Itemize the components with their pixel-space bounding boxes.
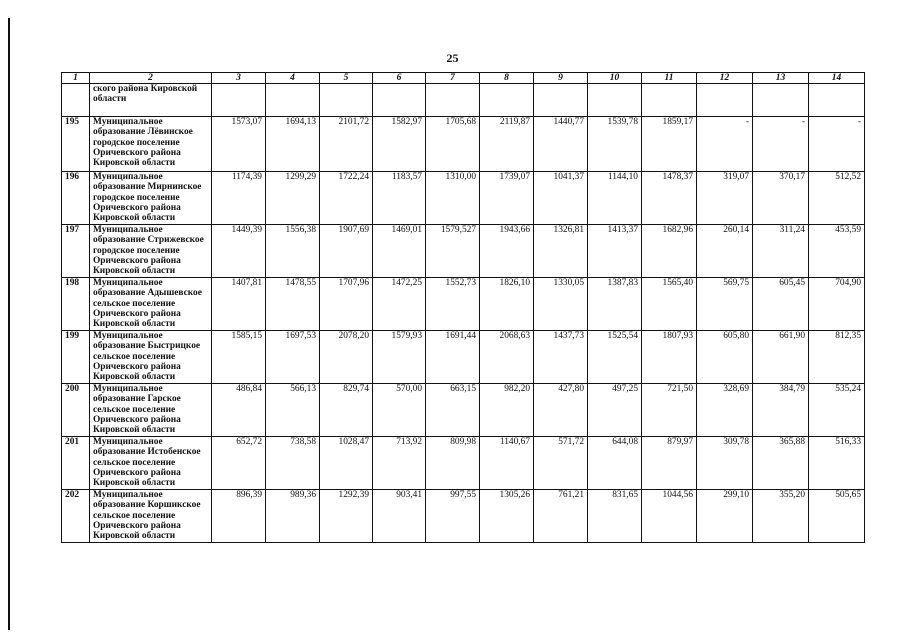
table-row: [62, 84, 865, 117]
value-cell-col-10: 1413,37: [588, 225, 642, 278]
value-cell-col-8: 2119,87: [480, 117, 534, 172]
value-cell-col-14: 704,90: [809, 278, 865, 331]
value-cell-col-11: [642, 84, 697, 117]
table-row: [62, 117, 865, 172]
tariff-table: [61, 72, 865, 543]
table-row: [62, 172, 865, 225]
value-cell-col-5: 1028,47: [320, 437, 373, 490]
value-cell-col-10: 497,25: [588, 384, 642, 437]
value-cell-col-12: 299,10: [697, 490, 753, 543]
column-header-2: 2: [90, 73, 212, 84]
row-number: 197: [62, 225, 90, 278]
column-header-12: 12: [697, 73, 753, 84]
value-cell-col-6: 1582,97: [373, 117, 426, 172]
value-cell-col-11: 721,50: [642, 384, 697, 437]
municipality-name: Муниципальное образование Адышевское сельское поселение Оричевского района Кировской области: [90, 278, 212, 331]
value-cell-col-11: 879,97: [642, 437, 697, 490]
value-cell-col-8: 2068,63: [480, 331, 534, 384]
row-number: 198: [62, 278, 90, 331]
table-row: [62, 384, 865, 437]
column-header-1: 1: [62, 73, 90, 84]
value-cell-col-8: 1140,67: [480, 437, 534, 490]
value-cell-col-13: -: [753, 117, 809, 172]
value-cell-col-4: 1697,53: [266, 331, 320, 384]
value-cell-col-9: 1330,05: [534, 278, 588, 331]
column-header-5: 5: [320, 73, 373, 84]
row-number: 200: [62, 384, 90, 437]
municipality-name: Муниципальное образование Мирнинское городское поселение Оричевского района Кировской области: [90, 172, 212, 225]
value-cell-col-8: 1305,26: [480, 490, 534, 543]
value-cell-col-13: 370,17: [753, 172, 809, 225]
value-cell-col-3: 1585,15: [212, 331, 266, 384]
municipality-name: Муниципальное образование Лёвинское городское поселение Оричевского района Кировской области: [90, 117, 212, 172]
value-cell-col-4: 989,36: [266, 490, 320, 543]
row-number: 196: [62, 172, 90, 225]
value-cell-col-13: 311,24: [753, 225, 809, 278]
table-row: [62, 437, 865, 490]
value-cell-col-12: 260,14: [697, 225, 753, 278]
column-header-11: 11: [642, 73, 697, 84]
value-cell-col-12: 309,78: [697, 437, 753, 490]
value-cell-col-4: 738,58: [266, 437, 320, 490]
value-cell-col-9: 571,72: [534, 437, 588, 490]
value-cell-col-7: 663,15: [426, 384, 480, 437]
value-cell-col-4: 1299,29: [266, 172, 320, 225]
value-cell-col-7: 997,55: [426, 490, 480, 543]
value-cell-col-7: 1552,73: [426, 278, 480, 331]
value-cell-col-11: 1807,93: [642, 331, 697, 384]
value-cell-col-10: 831,65: [588, 490, 642, 543]
value-cell-col-11: 1044,56: [642, 490, 697, 543]
value-cell-col-6: 1579,93: [373, 331, 426, 384]
value-cell-col-5: 2078,20: [320, 331, 373, 384]
value-cell-col-7: 1705,68: [426, 117, 480, 172]
value-cell-col-9: [534, 84, 588, 117]
value-cell-col-4: 566,13: [266, 384, 320, 437]
value-cell-col-9: 427,80: [534, 384, 588, 437]
value-cell-col-8: 982,20: [480, 384, 534, 437]
value-cell-col-5: [320, 84, 373, 117]
value-cell-col-3: 1174,39: [212, 172, 266, 225]
value-cell-col-12: 328,69: [697, 384, 753, 437]
value-cell-col-7: 809,98: [426, 437, 480, 490]
municipality-name: Муниципальное образование Коршикское сельское поселение Оричевского района Кировской области: [90, 490, 212, 543]
value-cell-col-11: 1859,17: [642, 117, 697, 172]
value-cell-col-14: 812,35: [809, 331, 865, 384]
table-row: [62, 490, 865, 543]
value-cell-col-11: 1682,96: [642, 225, 697, 278]
value-cell-col-14: 512,52: [809, 172, 865, 225]
value-cell-col-3: 1573,07: [212, 117, 266, 172]
value-cell-col-13: 384,79: [753, 384, 809, 437]
municipality-name: Муниципальное образование Быстрицкое сельское поселение Оричевского района Кировской области: [90, 331, 212, 384]
column-header-8: 8: [480, 73, 534, 84]
left-margin-rule: [8, 18, 10, 630]
value-cell-col-13: [753, 84, 809, 117]
value-cell-col-4: [266, 84, 320, 117]
value-cell-col-10: [588, 84, 642, 117]
page-number: 25: [446, 51, 459, 65]
row-number: 202: [62, 490, 90, 543]
value-cell-col-12: 319,07: [697, 172, 753, 225]
value-cell-col-5: 1707,96: [320, 278, 373, 331]
value-cell-col-8: 1943,66: [480, 225, 534, 278]
value-cell-col-5: 829,74: [320, 384, 373, 437]
row-number: 195: [62, 117, 90, 172]
row-number: [62, 84, 90, 117]
value-cell-col-12: 569,75: [697, 278, 753, 331]
municipality-name: Муниципальное образование Истобенское сельское поселение Оричевского района Кировской области: [90, 437, 212, 490]
value-cell-col-6: 570,00: [373, 384, 426, 437]
value-cell-col-13: 661,90: [753, 331, 809, 384]
column-header-10: 10: [588, 73, 642, 84]
value-cell-col-12: -: [697, 117, 753, 172]
row-number: 201: [62, 437, 90, 490]
value-cell-col-14: -: [809, 117, 865, 172]
value-cell-col-10: 1525,54: [588, 331, 642, 384]
value-cell-col-10: 1539,78: [588, 117, 642, 172]
value-cell-col-10: 1387,83: [588, 278, 642, 331]
value-cell-col-6: 903,41: [373, 490, 426, 543]
value-cell-col-6: 1183,57: [373, 172, 426, 225]
table-header-row: [62, 73, 865, 84]
column-header-4: 4: [266, 73, 320, 84]
municipality-name: Муниципальное образование Гарское сельское поселение Оричевского района Кировской области: [90, 384, 212, 437]
value-cell-col-9: 1326,81: [534, 225, 588, 278]
value-cell-col-9: 1440,77: [534, 117, 588, 172]
value-cell-col-7: 1310,00: [426, 172, 480, 225]
value-cell-col-3: [212, 84, 266, 117]
value-cell-col-9: 1437,73: [534, 331, 588, 384]
value-cell-col-7: 1579,527: [426, 225, 480, 278]
value-cell-col-13: 365,88: [753, 437, 809, 490]
value-cell-col-3: 652,72: [212, 437, 266, 490]
value-cell-col-13: 605,45: [753, 278, 809, 331]
value-cell-col-8: [480, 84, 534, 117]
value-cell-col-9: 1041,37: [534, 172, 588, 225]
table-row: [62, 278, 865, 331]
value-cell-col-8: 1739,07: [480, 172, 534, 225]
value-cell-col-10: 644,08: [588, 437, 642, 490]
municipality-name: Муниципальное образование Стрижевское городское поселение Оричевского района Кировской области: [90, 225, 212, 278]
value-cell-col-3: 486,84: [212, 384, 266, 437]
column-header-3: 3: [212, 73, 266, 84]
value-cell-col-13: 355,20: [753, 490, 809, 543]
value-cell-col-14: 505,65: [809, 490, 865, 543]
municipality-name: ского района Кировской области: [90, 84, 212, 117]
column-header-6: 6: [373, 73, 426, 84]
value-cell-col-11: 1478,37: [642, 172, 697, 225]
value-cell-col-5: 1722,24: [320, 172, 373, 225]
value-cell-col-7: [426, 84, 480, 117]
column-header-9: 9: [534, 73, 588, 84]
value-cell-col-14: 453,59: [809, 225, 865, 278]
value-cell-col-14: 516,33: [809, 437, 865, 490]
value-cell-col-6: 1469,01: [373, 225, 426, 278]
value-cell-col-14: 535,24: [809, 384, 865, 437]
value-cell-col-9: 761,21: [534, 490, 588, 543]
value-cell-col-4: 1694,13: [266, 117, 320, 172]
table-row: [62, 225, 865, 278]
value-cell-col-11: 1565,40: [642, 278, 697, 331]
value-cell-col-3: 1407,81: [212, 278, 266, 331]
value-cell-col-5: 1907,69: [320, 225, 373, 278]
value-cell-col-6: 1472,25: [373, 278, 426, 331]
value-cell-col-10: 1144,10: [588, 172, 642, 225]
value-cell-col-4: 1478,55: [266, 278, 320, 331]
value-cell-col-5: 2101,72: [320, 117, 373, 172]
value-cell-col-8: 1826,10: [480, 278, 534, 331]
value-cell-col-4: 1556,38: [266, 225, 320, 278]
row-number: 199: [62, 331, 90, 384]
column-header-14: 14: [809, 73, 865, 84]
value-cell-col-12: [697, 84, 753, 117]
column-header-13: 13: [753, 73, 809, 84]
value-cell-col-3: 1449,39: [212, 225, 266, 278]
value-cell-col-14: [809, 84, 865, 117]
value-cell-col-3: 896,39: [212, 490, 266, 543]
value-cell-col-7: 1691,44: [426, 331, 480, 384]
table-row: [62, 331, 865, 384]
value-cell-col-5: 1292,39: [320, 490, 373, 543]
value-cell-col-12: 605,80: [697, 331, 753, 384]
value-cell-col-6: 713,92: [373, 437, 426, 490]
value-cell-col-6: [373, 84, 426, 117]
column-header-7: 7: [426, 73, 480, 84]
